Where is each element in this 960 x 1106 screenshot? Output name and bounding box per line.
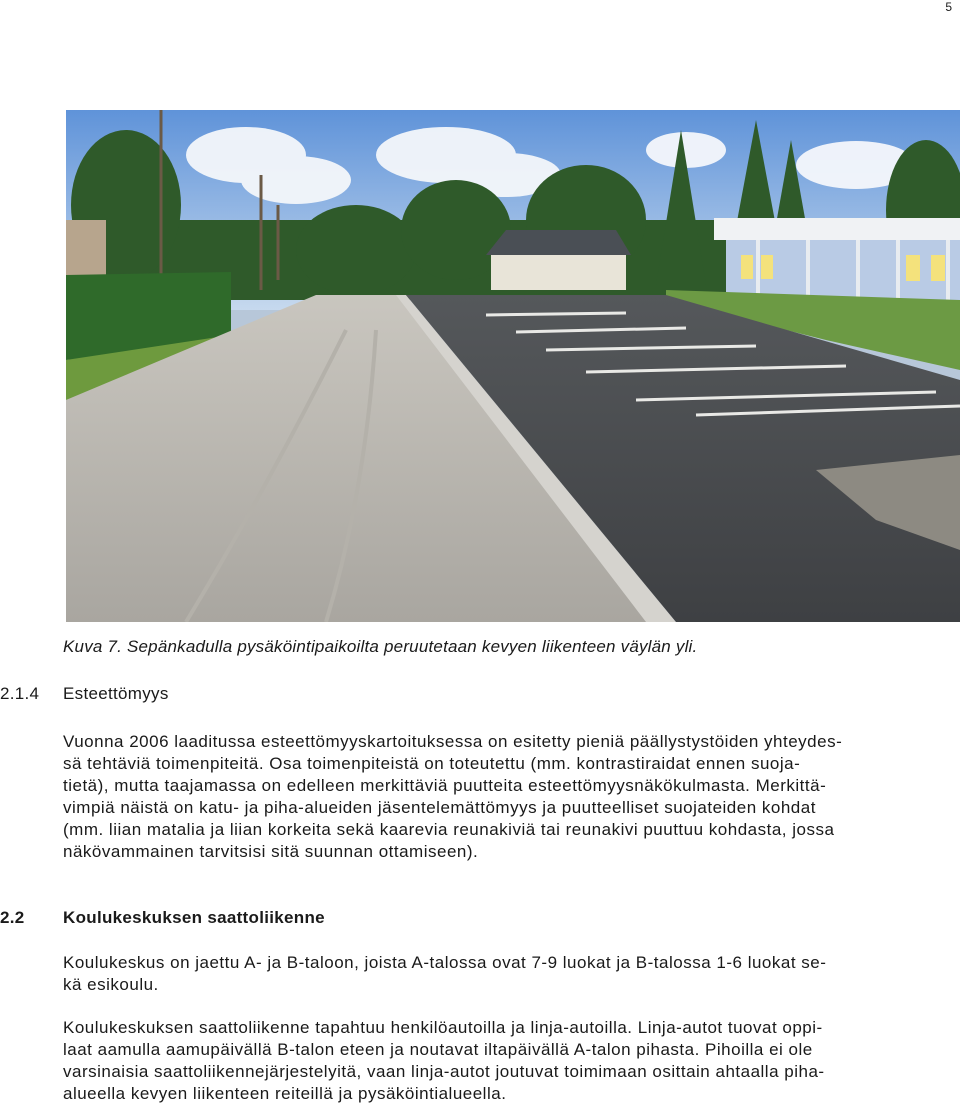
section-number: 2.1.4 (0, 684, 40, 703)
section-title: Koulukeskuksen saattoliikenne (63, 908, 325, 927)
paragraph-line: näkövammainen tarvitsisi sitä suunnan ottamiseen). (63, 842, 479, 861)
paragraph-esteettomyys (63, 731, 955, 863)
section-number: 2.2 (0, 908, 25, 927)
paragraph-line: tietä), mutta taajamassa on edelleen merkittäviä puutteita esteettömyysnäkökulmasta. Merkittä- (63, 776, 827, 795)
section-heading-esteettomyys (0, 684, 169, 704)
paragraph-line: Koulukeskus on jaettu A- ja B-taloon, joista A-talossa ovat 7-9 luokat ja B-talossa 1-6 luokat se- (63, 953, 827, 972)
parking-lot-photo (66, 110, 960, 622)
paragraph-line: kä esikoulu. (63, 975, 159, 994)
section-title: Esteettömyys (63, 684, 169, 703)
paragraph-line: (mm. liian matalia ja liian korkeita sekä kaarevia reunakiviä tai reunakivi puuttuu kohdasta, jossa (63, 820, 835, 839)
page-number: 5 (945, 0, 952, 14)
paragraph-line: vimpiä näistä on katu- ja piha-alueiden jäsentelemättömyys ja puutteelliset suojateiden kohdat (63, 798, 816, 817)
photo-illustration (66, 110, 960, 622)
paragraph-line: sä tehtäviä toimenpiteitä. Osa toimenpiteistä on toteutettu (mm. kontrastiraidat ennen suoja- (63, 754, 801, 773)
paragraph-line: alueella kevyen liikenteen reiteillä ja pysäköintialueella. (63, 1084, 507, 1103)
section-heading-saattoliikenne (0, 908, 325, 928)
paragraph-line: varsinaisia saattoliikennejärjestelyitä, vaan linja-autot joutuvat toimimaan osittain ahtaalla piha- (63, 1062, 825, 1081)
paragraph-line: laat aamulla aamupäivällä B-talon eteen ja noutavat iltapäivällä A-talon pihasta. Pihoilla ei ole (63, 1040, 813, 1059)
figure-caption: Kuva 7. Sepänkadulla pysäköintipaikoilta peruutetaan kevyen liikenteen väylän yli. (63, 637, 698, 656)
paragraph-line: Koulukeskuksen saattoliikenne tapahtuu henkilöautoilla ja linja-autoilla. Linja-autot tuovat oppi- (63, 1018, 823, 1037)
paragraph-line: Vuonna 2006 laaditussa esteettömyyskartoituksessa on esitetty pieniä päällystystöiden yhteydes- (63, 732, 843, 751)
paragraph-saattoliikenne (63, 1017, 955, 1105)
paragraph-koulukeskus (63, 952, 955, 996)
